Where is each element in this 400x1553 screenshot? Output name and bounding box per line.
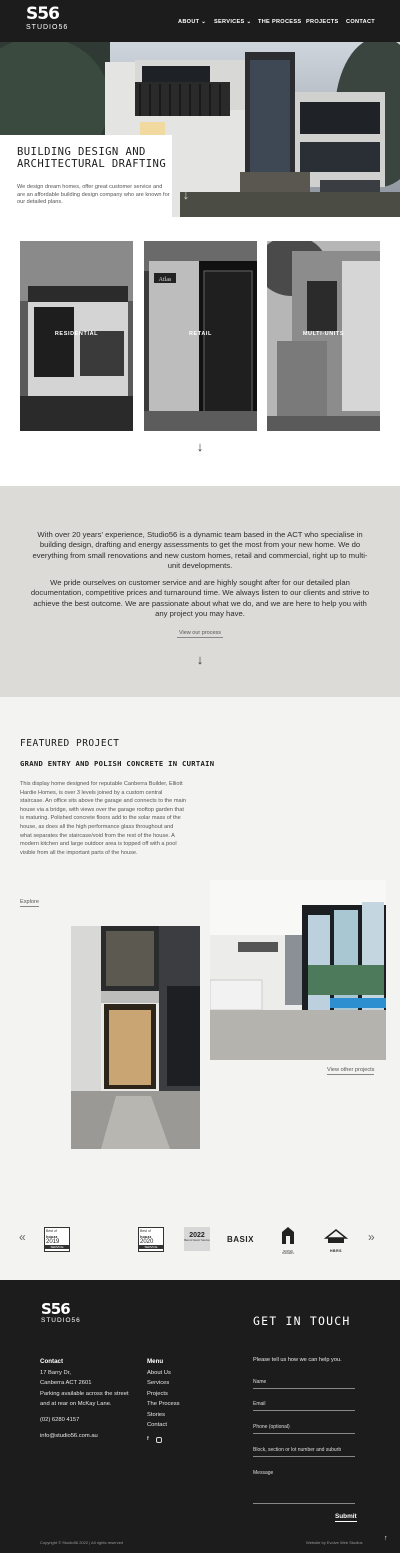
nav-projects[interactable]: PROJECTS bbox=[306, 19, 339, 25]
tile-retail[interactable] bbox=[144, 241, 257, 431]
hero-title: BUILDING DESIGN AND ARCHITECTURAL DRAFTING bbox=[17, 146, 167, 170]
footer-menu-about-us[interactable]: About Us bbox=[147, 1370, 171, 1376]
footer-phone[interactable]: (02) 6280 4157 bbox=[40, 1417, 80, 1423]
footer-menu bbox=[147, 1368, 180, 1430]
featured-description: This display home designed for reputable Canberra Builder, Elliott Hardie Homes, is over 3 levels joined by a custom central staircase. An office sits above the garage and connects to the main house via a bridge, with views over the garage rooftop garden that is maturing. Polished concrete floors add to the solar mass of the house, as does all the high performance glass throughout and what separates the staircase/void from the rest of the house. A modern kitchen and large outdoor area is topped off with a pool visible from all the important parts of the house. bbox=[20, 781, 186, 856]
hia-logo bbox=[324, 1228, 348, 1252]
master-builders-text: MASTER BUILDERS bbox=[282, 1251, 294, 1255]
badge-brand: houzz bbox=[46, 1234, 58, 1239]
message-field[interactable]: Message bbox=[253, 1470, 355, 1504]
arrow-down-icon[interactable]: ↓ bbox=[182, 186, 190, 202]
footer-logo[interactable] bbox=[41, 1302, 81, 1324]
houzz-badge-2020 bbox=[138, 1227, 164, 1252]
chevron-down-icon: ⌄ bbox=[201, 19, 207, 25]
featured-photo-interior bbox=[210, 880, 386, 1060]
footer-menu-services[interactable]: Services bbox=[147, 1380, 170, 1387]
master-builders-logo bbox=[278, 1226, 298, 1255]
footer-contact-heading: Contact bbox=[40, 1358, 64, 1365]
facebook-icon[interactable]: f bbox=[147, 1436, 149, 1442]
nav-about[interactable] bbox=[178, 19, 206, 25]
badge-year: 2019 bbox=[46, 1239, 60, 1245]
houzz-badge-2022 bbox=[184, 1227, 210, 1251]
master-builders-icon bbox=[278, 1226, 298, 1246]
logo-wordmark: STUDIO56 bbox=[26, 24, 69, 31]
basix-logo: BASIX bbox=[227, 1235, 254, 1244]
badge-foot: SERVICE bbox=[139, 1245, 163, 1249]
featured-photo-entry bbox=[71, 926, 200, 1149]
view-other-projects-link[interactable]: View other projects bbox=[327, 1067, 375, 1073]
tile-residential[interactable] bbox=[20, 241, 133, 431]
tile-retail-label: RETAIL bbox=[188, 331, 213, 337]
footer-logo-wordmark: STUDIO56 bbox=[41, 1317, 81, 1324]
badge-foot: Best of Houzz Service bbox=[184, 1239, 210, 1242]
footer-menu-contact[interactable]: Contact bbox=[147, 1422, 167, 1429]
instagram-icon[interactable] bbox=[156, 1437, 162, 1443]
credit-link[interactable]: Website by Evolve Web Studios bbox=[306, 1540, 363, 1545]
badge-year: 2022 bbox=[189, 1232, 205, 1239]
logo[interactable] bbox=[26, 6, 72, 34]
footer-address bbox=[40, 1368, 140, 1410]
badge-top: Best of bbox=[46, 1229, 57, 1233]
featured-subtitle: GRAND ENTRY AND POLISH CONCRETE IN CURTAIN bbox=[20, 759, 215, 768]
tile-multi-units-label: MULTI-UNITS bbox=[302, 331, 345, 337]
nav-contact[interactable]: CONTACT bbox=[346, 19, 376, 25]
footer-menu-stories[interactable]: Stories bbox=[147, 1411, 166, 1418]
footer-menu-the-process[interactable]: The Process bbox=[147, 1401, 180, 1408]
view-our-process-link[interactable]: View our process bbox=[178, 630, 222, 636]
arrow-down-icon[interactable]: ↓ bbox=[196, 439, 204, 454]
house-icon bbox=[324, 1228, 348, 1244]
address-line: and at rear on McKay Lane. bbox=[40, 1401, 112, 1408]
tile-residential-label: RESIDENTIAL bbox=[54, 331, 99, 337]
tile-multi-units[interactable] bbox=[267, 241, 380, 431]
address-line: Parking available across the street bbox=[40, 1390, 129, 1397]
badge-foot: SERVICE bbox=[45, 1245, 69, 1249]
footer-menu-projects[interactable]: Projects bbox=[147, 1390, 168, 1397]
carousel-prev-icon[interactable]: « bbox=[19, 1230, 26, 1244]
footer-email[interactable]: info@studio56.com.au bbox=[40, 1433, 98, 1439]
arrow-down-icon[interactable]: ↓ bbox=[196, 652, 204, 667]
badge-top: Best of bbox=[140, 1229, 151, 1233]
name-field[interactable]: Name bbox=[253, 1379, 355, 1389]
badge-brand: houzz bbox=[140, 1234, 152, 1239]
hia-text: HBRS bbox=[330, 1249, 342, 1253]
back-to-top-icon[interactable]: ↑ bbox=[384, 1535, 388, 1542]
about-paragraph-2: We pride ourselves on customer service and are highly sought after for our detailed plan documentation, competitive prices and turnaround time. We always listen to our clients and strive to achieve the best outcome. We are passionate about what we do, and we are here to help you with any project you may have. bbox=[30, 578, 370, 618]
explore-link[interactable]: Explore bbox=[20, 899, 39, 905]
chevron-down-icon: ⌄ bbox=[246, 19, 252, 25]
footer-logo-mark: S56 bbox=[41, 1300, 70, 1318]
phone-field[interactable]: Phone (optional) bbox=[253, 1424, 355, 1434]
featured-title: FEATURED PROJECT bbox=[20, 738, 120, 749]
hero-description: We design dream homes, offer great customer service and are an affordable building design company who are known for our detailed plans. bbox=[17, 184, 170, 206]
address-line: 17 Barry Dr, bbox=[40, 1370, 71, 1376]
get-in-touch-intro: Please tell us how we can help you. bbox=[253, 1357, 342, 1363]
nav-services-label: SERVICES bbox=[214, 19, 245, 25]
badge-year: 2020 bbox=[140, 1239, 154, 1245]
nav-the-process[interactable]: THE PROCESS bbox=[258, 19, 302, 25]
block-suburb-field[interactable]: Block, section or lot number and suburb bbox=[253, 1447, 355, 1457]
nav-services[interactable] bbox=[214, 19, 251, 25]
about-paragraph-1: With over 20 years' experience, Studio56 is a dynamic team based in the ACT who specialise in building design, drafting and energy assessments to get the most from your new home. We do everything from small renovations and new custom homes, retail and commercial, right up to multi-unit developments. bbox=[32, 530, 368, 570]
get-in-touch-title: GET IN TOUCH bbox=[253, 1314, 351, 1328]
carousel-next-icon[interactable]: » bbox=[368, 1230, 375, 1244]
submit-button[interactable]: Submit bbox=[335, 1513, 357, 1520]
copyright-text: Copyright © Studio56 2022 | All rights reserved bbox=[40, 1540, 124, 1545]
houzz-badge-2019 bbox=[44, 1227, 70, 1252]
footer-menu-heading: Menu bbox=[147, 1358, 164, 1365]
email-field[interactable]: Email bbox=[253, 1401, 355, 1411]
svg-text:Atlas: Atlas bbox=[158, 277, 172, 283]
address-line: Canberra ACT 2601 bbox=[40, 1380, 92, 1387]
nav-about-label: ABOUT bbox=[178, 19, 200, 25]
logo-mark: S56 bbox=[26, 4, 59, 24]
